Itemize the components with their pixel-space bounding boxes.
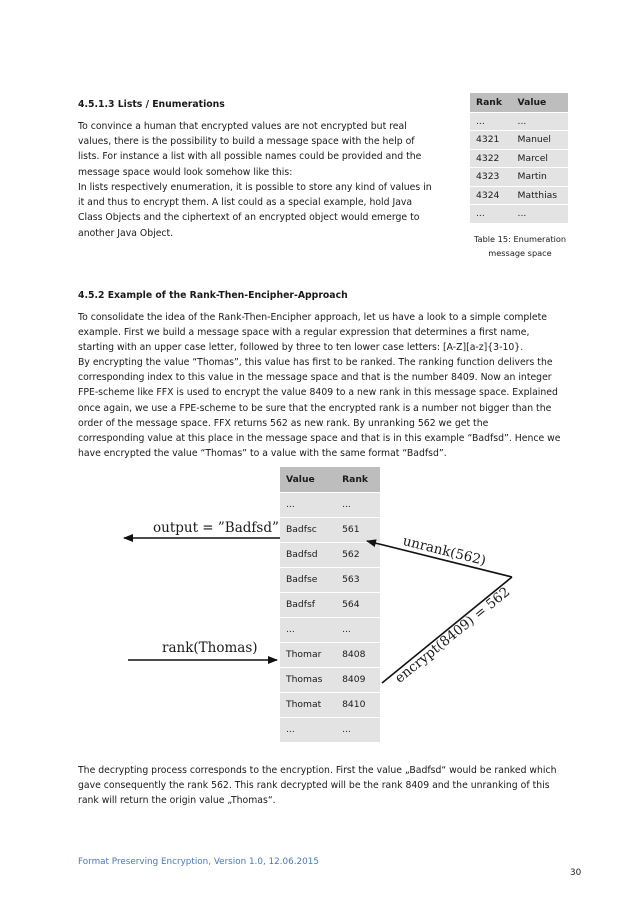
cell-rank: 563	[336, 567, 380, 592]
cell-value: Badfsc	[280, 517, 336, 542]
caption-line: message space	[488, 248, 552, 258]
text-line: have encrypted the value “Thomas” to a value with the same format “Badfsd”.	[78, 448, 447, 460]
column-header-value: Value	[512, 93, 568, 112]
caption-line: Table 15: Enumeration	[473, 234, 567, 244]
cell-value: Matthias	[512, 186, 568, 205]
footer-text: Format Preserving Encryption, Version 1.0, 12.06.2015	[78, 857, 319, 867]
cell-value: Thomat	[280, 692, 336, 717]
cell-rank: 4324	[470, 186, 512, 205]
section-heading-enumerations: 4.5.1.3 Lists / Enumerations	[78, 99, 225, 110]
cell-value: Badfsd	[280, 542, 336, 567]
cell-rank: ...	[470, 112, 512, 131]
column-header-rank: Rank	[336, 467, 380, 492]
section-heading-example: 4.5.2 Example of the Rank-Then-Encipher-Approach	[78, 290, 348, 301]
text-line: it and thus to encrypt them. A list could as a special example, hold Java	[78, 197, 413, 209]
cell-rank: 8408	[336, 642, 380, 667]
rank-label: rank(Thomas)	[162, 640, 258, 656]
cell-rank: ...	[336, 492, 380, 517]
text-line: lists. For instance a list with all possible names could be provided and the	[78, 151, 422, 163]
text-line: values, there is the possibility to build a message space with the help of	[78, 136, 415, 148]
cell-value: Badfse	[280, 567, 336, 592]
closing-paragraph	[78, 763, 588, 809]
encrypt-label: encrypt(8409) = 562	[392, 584, 514, 687]
cell-rank: 564	[336, 592, 380, 617]
cell-rank: 8409	[336, 667, 380, 692]
text-line: starting with an upper case letter, followed by three to ten lower case letters: [A-Z][a-z]{3-10}.	[78, 342, 524, 354]
text-line: gave consequently the rank 562. This rank decrypted will be the rank 8409 and the unranking of this	[78, 780, 550, 792]
text-line: To convince a human that encrypted values are not encrypted but real	[78, 121, 407, 132]
cell-rank: 562	[336, 542, 380, 567]
cell-rank: 561	[336, 517, 380, 542]
cell-value: Manuel	[512, 131, 568, 150]
text-line: corresponding index to this value in the message space and that is the number 8409. Now an integer	[78, 372, 552, 384]
text-line: another Java Object.	[78, 227, 174, 239]
cell-rank: ...	[336, 617, 380, 642]
text-line: example. First we build a message space with a regular expression that determines a first name,	[78, 327, 530, 339]
output-label: output = ”Badfsd”	[153, 520, 279, 536]
text-line: rank will return the origin value „Thomas“.	[78, 795, 276, 807]
cell-rank: 4321	[470, 131, 512, 150]
cell-rank: ...	[470, 205, 512, 224]
unrank-label: unrank(562)	[401, 533, 488, 570]
cell-rank: ...	[336, 717, 380, 742]
text-line: order of the message space. FFX returns 562 as new rank. By unranking 562 we get the	[78, 417, 489, 429]
text-line: In lists respectively enumeration, it is possible to store any kind of values in	[78, 182, 432, 193]
text-line: corresponding value at this place in the message space and that is in this example “Badfsd”. Hence we	[78, 433, 561, 445]
text-line: To consolidate the idea of the Rank-Then-Encipher approach, let us have a look to a simple complete	[78, 312, 548, 323]
cell-value: ...	[280, 617, 336, 642]
cell-value: Thomar	[280, 642, 336, 667]
cell-value: ...	[280, 492, 336, 517]
cell-value: ...	[512, 205, 568, 224]
page-number: 30	[570, 868, 582, 878]
column-header-rank: Rank	[470, 93, 512, 112]
cell-rank: 4322	[470, 149, 512, 168]
text-line: FPE-scheme like FFX is used to encrypt the value 8409 to a new rank in this message space. Explained	[78, 387, 558, 399]
cell-rank: 4323	[470, 168, 512, 187]
text-line: By encrypting the value “Thomas”, this value has first to be ranked. The ranking function delivers the	[78, 357, 553, 368]
cell-rank: 8410	[336, 692, 380, 717]
cell-value: ...	[280, 717, 336, 742]
cell-value: Badfsf	[280, 592, 336, 617]
column-header-value: Value	[280, 467, 336, 492]
text-line: The decrypting process corresponds to the encryption. First the value „Badfsd“ would be ranked which	[78, 765, 557, 776]
cell-value: Thomas	[280, 667, 336, 692]
cell-value: Marcel	[512, 149, 568, 168]
text-line: Class Objects and the ciphertext of an encrypted object would emerge to	[78, 212, 420, 224]
cell-value: ...	[512, 112, 568, 131]
text-line: message space would look somehow like this:	[78, 166, 293, 178]
cell-value: Martin	[512, 168, 568, 187]
text-line: once again, we use a FPE-scheme to be sure that the encrypted rank is a number not bigger than the	[78, 402, 552, 414]
